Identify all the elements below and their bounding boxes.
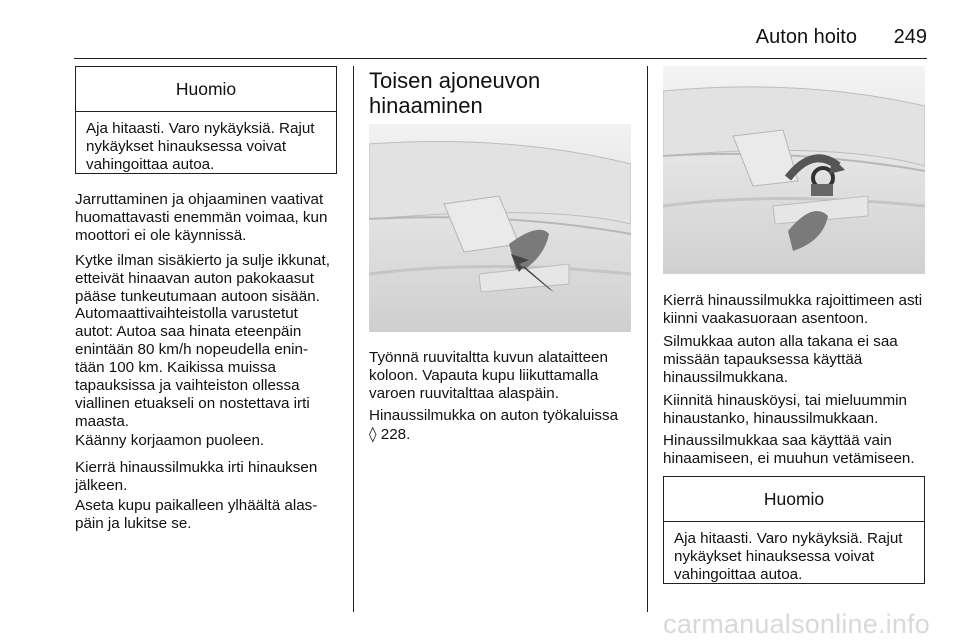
notice-box [75,66,337,174]
paragraph: Kierrä hinaussilmukka irti hinauksen jälkeen. [75,459,318,494]
notice-heading: Huomio [76,67,336,112]
notice-text: Aja hitaasti. Varo nykäyksiä. Rajut nykäykset hinauksessa voivat vahingoittaa autoa. [86,120,315,173]
cross-reference-page[interactable]: 228. [380,426,411,443]
illustration-towing-eye [663,66,925,274]
section-title: Auton hoito [755,26,857,48]
paragraph: Kierrä hinaussilmukka rajoittimeen asti kiinni vaakasuoraan asentoon. [663,292,923,327]
paragraph: Hinaussilmukkaa saa käyttää vain hinaamiseen, ei muuhun vetämiseen. [663,432,915,467]
column-divider [353,66,354,612]
illustration-bumper-cover [369,124,631,332]
paragraph-text: Hinaussilmukka on auton työkaluissa [369,407,619,424]
column-divider [647,66,648,612]
section-heading: Toisen ajoneuvon hinaaminen [369,68,541,118]
paragraph: Silmukkaa auton alla takana ei saa missään tapauksessa käyttää hinaussilmukkana. [663,333,898,386]
paragraph [369,407,631,444]
page-number: 249 [893,26,927,48]
paragraph: Työnnä ruuvitaltta kuvun alataitteen koloon. Vapauta kupu liikuttamalla varoen ruuvitalttaa alaspäin. [369,349,608,402]
notice-text: Aja hitaasti. Varo nykäyksiä. Rajut nykäykset hinauksessa voivat vahingoittaa autoa. [674,530,903,583]
paragraph: Aseta kupu paikalleen ylhäältä alas-päin ja lukitse se. [75,497,318,532]
paragraph: Kiinnitä hinausköysi, tai mieluummin hinaustanko, hinaussilmukkaan. [663,392,907,427]
paragraph: Kytke ilman sisäkierto ja sulje ikkunat, etteivät hinaavan auton pakokaasut pääse tunkeutumaan autoon sisään. [75,252,330,305]
cross-reference-icon: ◊ [369,425,377,443]
paragraph: Jarruttaminen ja ohjaaminen vaativat huomattavasti enemmän voimaa, kun moottori ei ole käynnissä. [75,191,328,244]
paragraph: Käänny korjaamon puoleen. [75,432,265,449]
paragraph: Automaattivaihteistolla varustetut autot: Autoa saa hinata eteenpäin enintään 80 km/h nopeudella enin-tään 100 km. Kaikissa muissa tapauksissa ja vaihteiston ollessa viallinen etuakseli on nostettava irti maasta. [75,305,310,430]
notice-heading: Huomio [664,477,924,522]
notice-box [663,476,925,584]
watermark: carmanualsonline.info [663,609,930,639]
page-header [74,18,927,59]
